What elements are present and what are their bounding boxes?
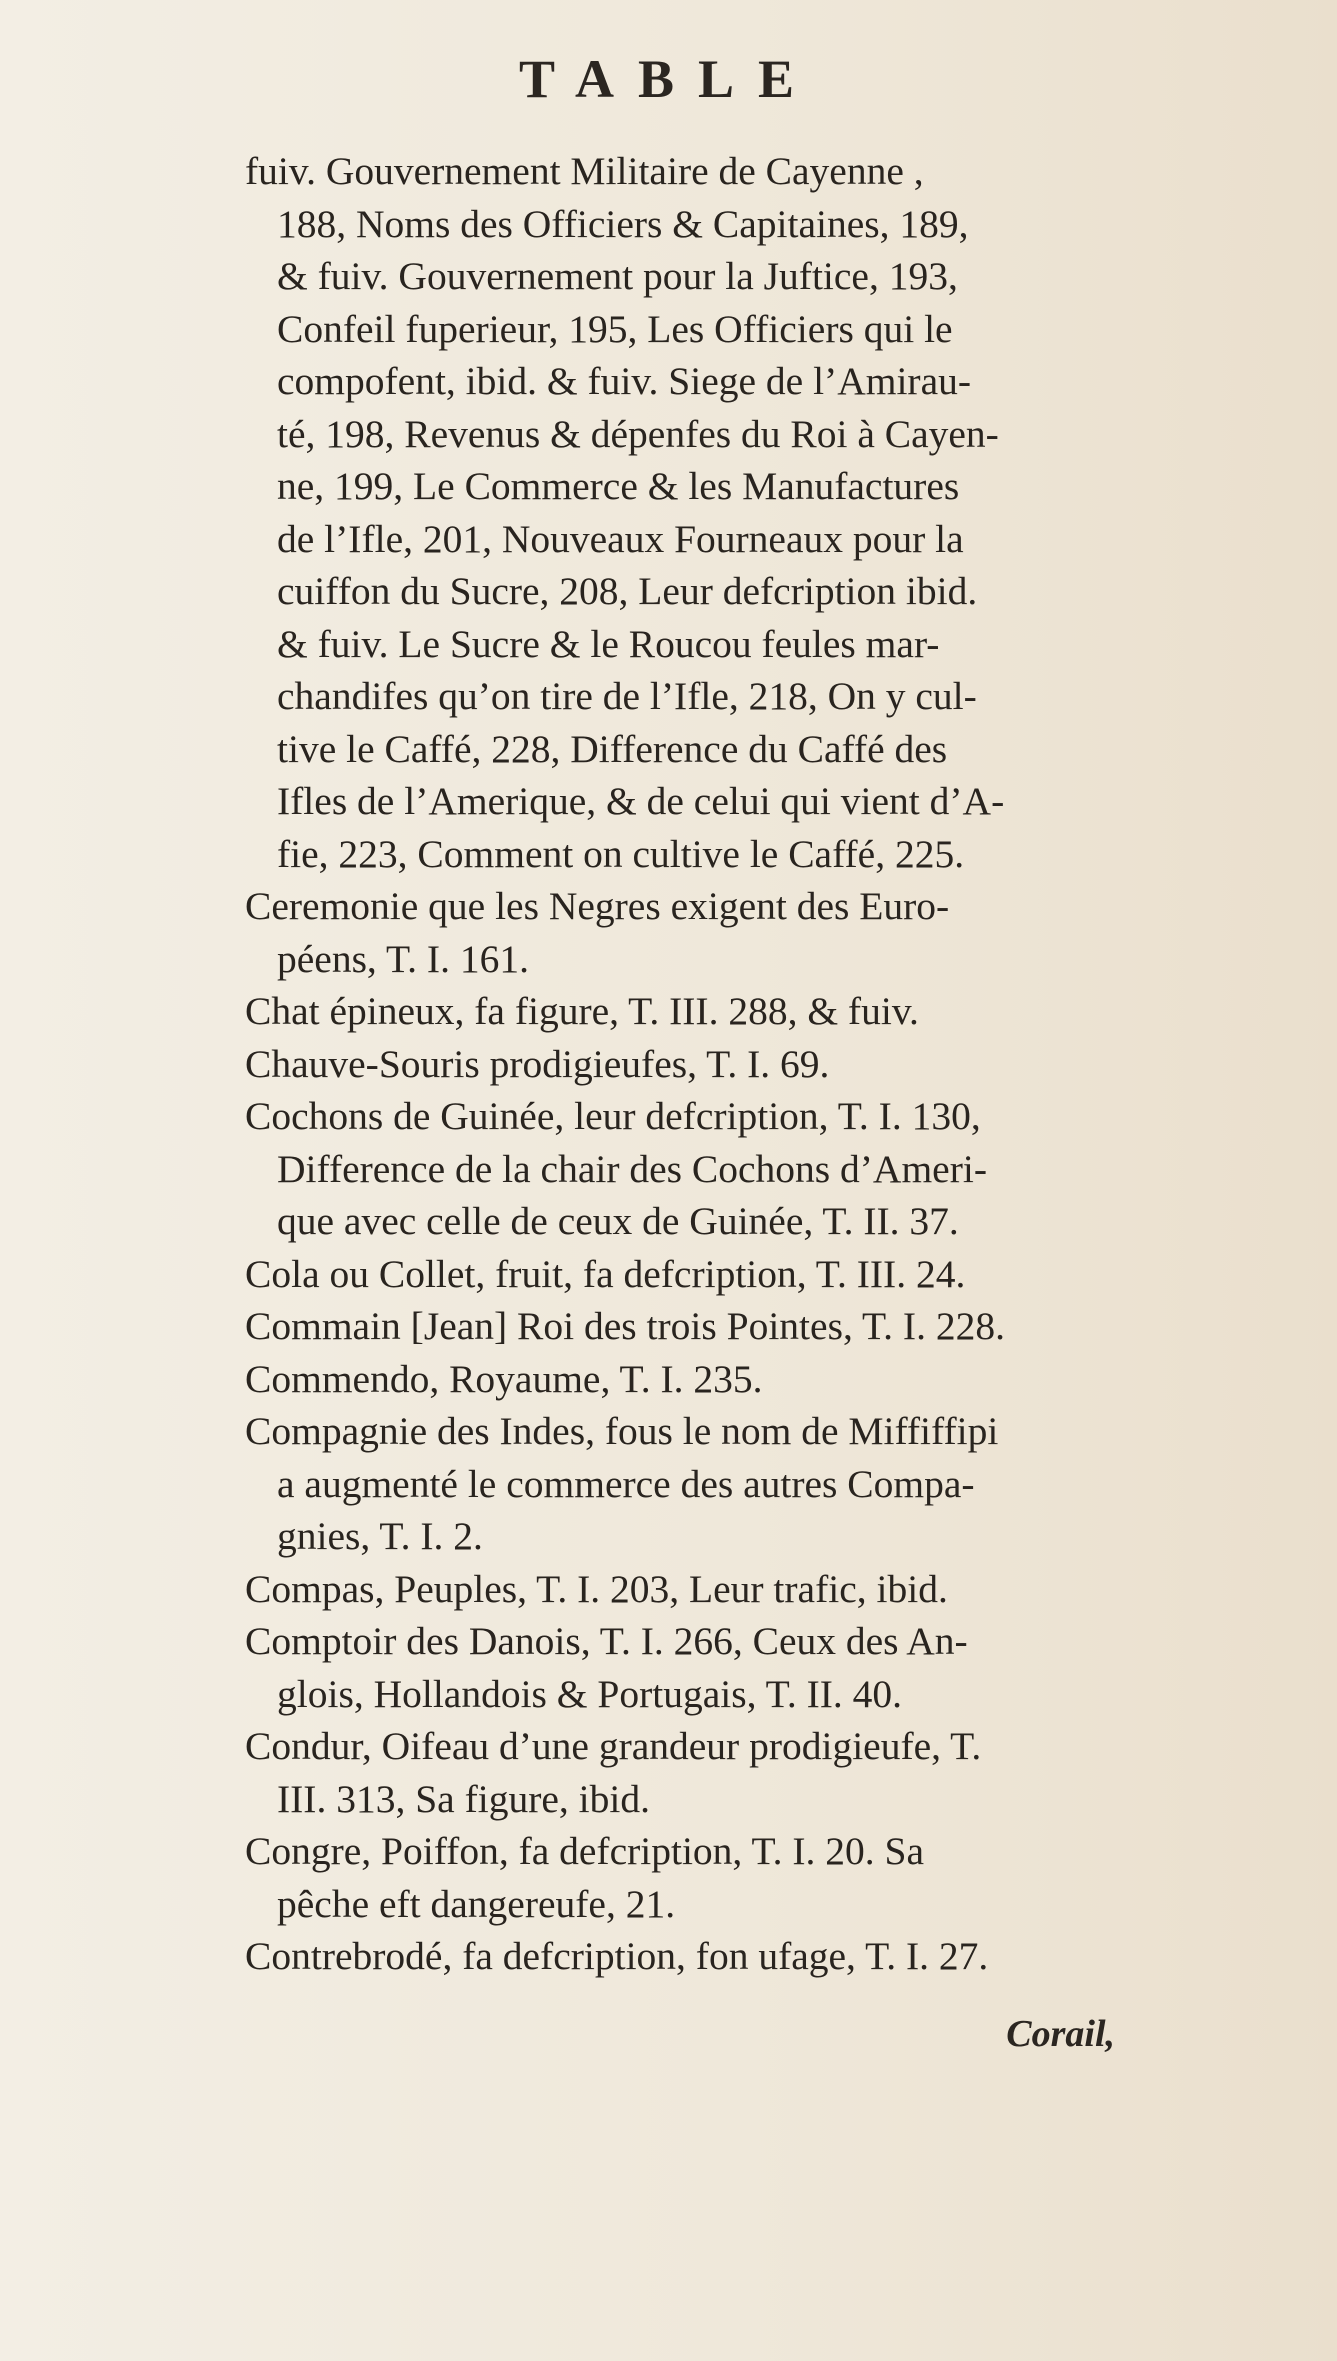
index-line-10 bbox=[245, 618, 1085, 671]
index-line-9 bbox=[245, 565, 1085, 618]
index-line-11 bbox=[245, 670, 1085, 723]
index-line-17 bbox=[245, 985, 1085, 1038]
index-line-20-text: Difference de la chair des Cochons d’Ameri- bbox=[277, 1146, 987, 1191]
index-line-16 bbox=[245, 933, 1085, 986]
index-line-28-text: Compas, Peuples, T. I. 203, Leur trafic, ibid. bbox=[245, 1566, 948, 1611]
index-line-5-text: compofent, ibid. & fuiv. Siege de l’Amirau- bbox=[277, 359, 972, 403]
index-line-23-text: Commain [Jean] Roi des trois Pointes, T. I. 228. bbox=[245, 1304, 1005, 1348]
index-line-33 bbox=[245, 1825, 1085, 1878]
index-line-18 bbox=[245, 1038, 1085, 1091]
index-line-29-text: Comptoir des Danois, T. I. 266, Ceux des An- bbox=[245, 1619, 968, 1663]
index-line-5 bbox=[245, 355, 1085, 408]
index-line-21 bbox=[245, 1195, 1085, 1248]
index-line-4-text: Confeil fuperieur, 195, Les Officiers qui le bbox=[277, 306, 953, 351]
index-line-24-text: Commendo, Royaume, T. I. 235. bbox=[245, 1356, 763, 1401]
index-line-1-text: fuiv. Gouvernement Militaire de Cayenne , bbox=[245, 149, 924, 193]
index-line-28 bbox=[245, 1563, 1085, 1616]
index-line-20 bbox=[245, 1143, 1085, 1196]
index-line-35-text: Contrebrodé, fa defcription, fon ufage, T. I. 27. bbox=[245, 1934, 989, 1978]
index-line-8 bbox=[245, 513, 1085, 566]
index-line-30-text: glois, Hollandois & Portugais, T. II. 40. bbox=[277, 1671, 903, 1716]
index-line-25-text: Compagnie des Indes, fous le nom de Miffiffipi bbox=[245, 1409, 999, 1453]
index-line-31 bbox=[245, 1720, 1085, 1773]
index-line-29 bbox=[245, 1615, 1085, 1668]
catchword: Corail, bbox=[1006, 2013, 1115, 2055]
index-line-6 bbox=[245, 408, 1085, 461]
index-line-10-text: & fuiv. Le Sucre & le Roucou feules mar- bbox=[277, 621, 940, 666]
index-line-9-text: cuiffon du Sucre, 208, Leur defcription ibid. bbox=[277, 569, 978, 613]
index-line-30 bbox=[245, 1668, 1085, 1721]
index-line-7-text: ne, 199, Le Commerce & les Manufactures bbox=[277, 464, 960, 508]
index-line-19-text: Cochons de Guinée, leur defcription, T. I. 130, bbox=[245, 1094, 981, 1138]
index-line-14 bbox=[245, 828, 1085, 881]
index-line-34 bbox=[245, 1878, 1085, 1931]
index-line-32 bbox=[245, 1773, 1085, 1826]
index-line-21-text: que avec celle de ceux de Guinée, T. II. 37. bbox=[277, 1199, 959, 1243]
index-line-17-text: Chat épineux, fa figure, T. III. 288, & fuiv. bbox=[245, 989, 919, 1033]
index-line-31-text: Condur, Oifeau d’une grandeur prodigieufe, T. bbox=[245, 1724, 982, 1768]
page-header: TABLE bbox=[518, 49, 819, 109]
index-line-15-text: Ceremonie que les Negres exigent des Euro- bbox=[245, 884, 950, 928]
index-line-25 bbox=[245, 1405, 1085, 1458]
index-line-1 bbox=[245, 145, 1085, 198]
index-line-12-text: tive le Caffé, 228, Difference du Caffé des bbox=[277, 726, 948, 771]
index-line-19 bbox=[245, 1090, 1085, 1143]
index-line-2 bbox=[245, 198, 1085, 251]
index-line-8-text: de l’Ifle, 201, Nouveaux Fourneaux pour la bbox=[277, 516, 964, 561]
index-line-24 bbox=[245, 1353, 1085, 1406]
index-line-13 bbox=[245, 775, 1085, 828]
index-line-26-text: a augmenté le commerce des autres Compa- bbox=[277, 1461, 975, 1506]
index-line-34-text: pêche eft dangereufe, 21. bbox=[277, 1881, 676, 1926]
index-line-27 bbox=[245, 1510, 1085, 1563]
index-line-26 bbox=[245, 1458, 1085, 1511]
index-line-2-text: 188, Noms des Officiers & Capitaines, 189, bbox=[277, 201, 969, 246]
index-line-6-text: té, 198, Revenus & dépenfes du Roi à Cayen- bbox=[277, 411, 999, 456]
index-line-22-text: Cola ou Collet, fruit, fa defcription, T. III. 24. bbox=[245, 1251, 966, 1296]
index-line-32-text: III. 313, Sa figure, ibid. bbox=[277, 1776, 650, 1821]
index-line-7 bbox=[245, 460, 1085, 513]
index-line-27-text: gnies, T. I. 2. bbox=[277, 1514, 483, 1558]
index-line-13-text: Ifles de l’Amerique, & de celui qui vient d’A- bbox=[277, 779, 1005, 823]
index-line-4 bbox=[245, 303, 1085, 356]
index-line-35 bbox=[245, 1930, 1085, 1983]
index-line-16-text: péens, T. I. 161. bbox=[277, 936, 529, 981]
index-line-33-text: Congre, Poiffon, fa defcription, T. I. 20. Sa bbox=[245, 1829, 925, 1873]
index-line-14-text: fie, 223, Comment on cultive le Caffé, 225. bbox=[277, 831, 965, 876]
index-line-3 bbox=[245, 250, 1085, 303]
index-line-11-text: chandifes qu’on tire de l’Ifle, 218, On y cul- bbox=[277, 674, 977, 718]
index-line-12 bbox=[245, 723, 1085, 776]
index-line-18-text: Chauve-Souris prodigieufes, T. I. 69. bbox=[245, 1041, 830, 1086]
index-text bbox=[245, 145, 1085, 1983]
index-line-15 bbox=[245, 880, 1085, 933]
index-line-22 bbox=[245, 1248, 1085, 1301]
index-line-23 bbox=[245, 1300, 1085, 1353]
index-line-3-text: & fuiv. Gouvernement pour la Juftice, 193, bbox=[277, 254, 958, 298]
